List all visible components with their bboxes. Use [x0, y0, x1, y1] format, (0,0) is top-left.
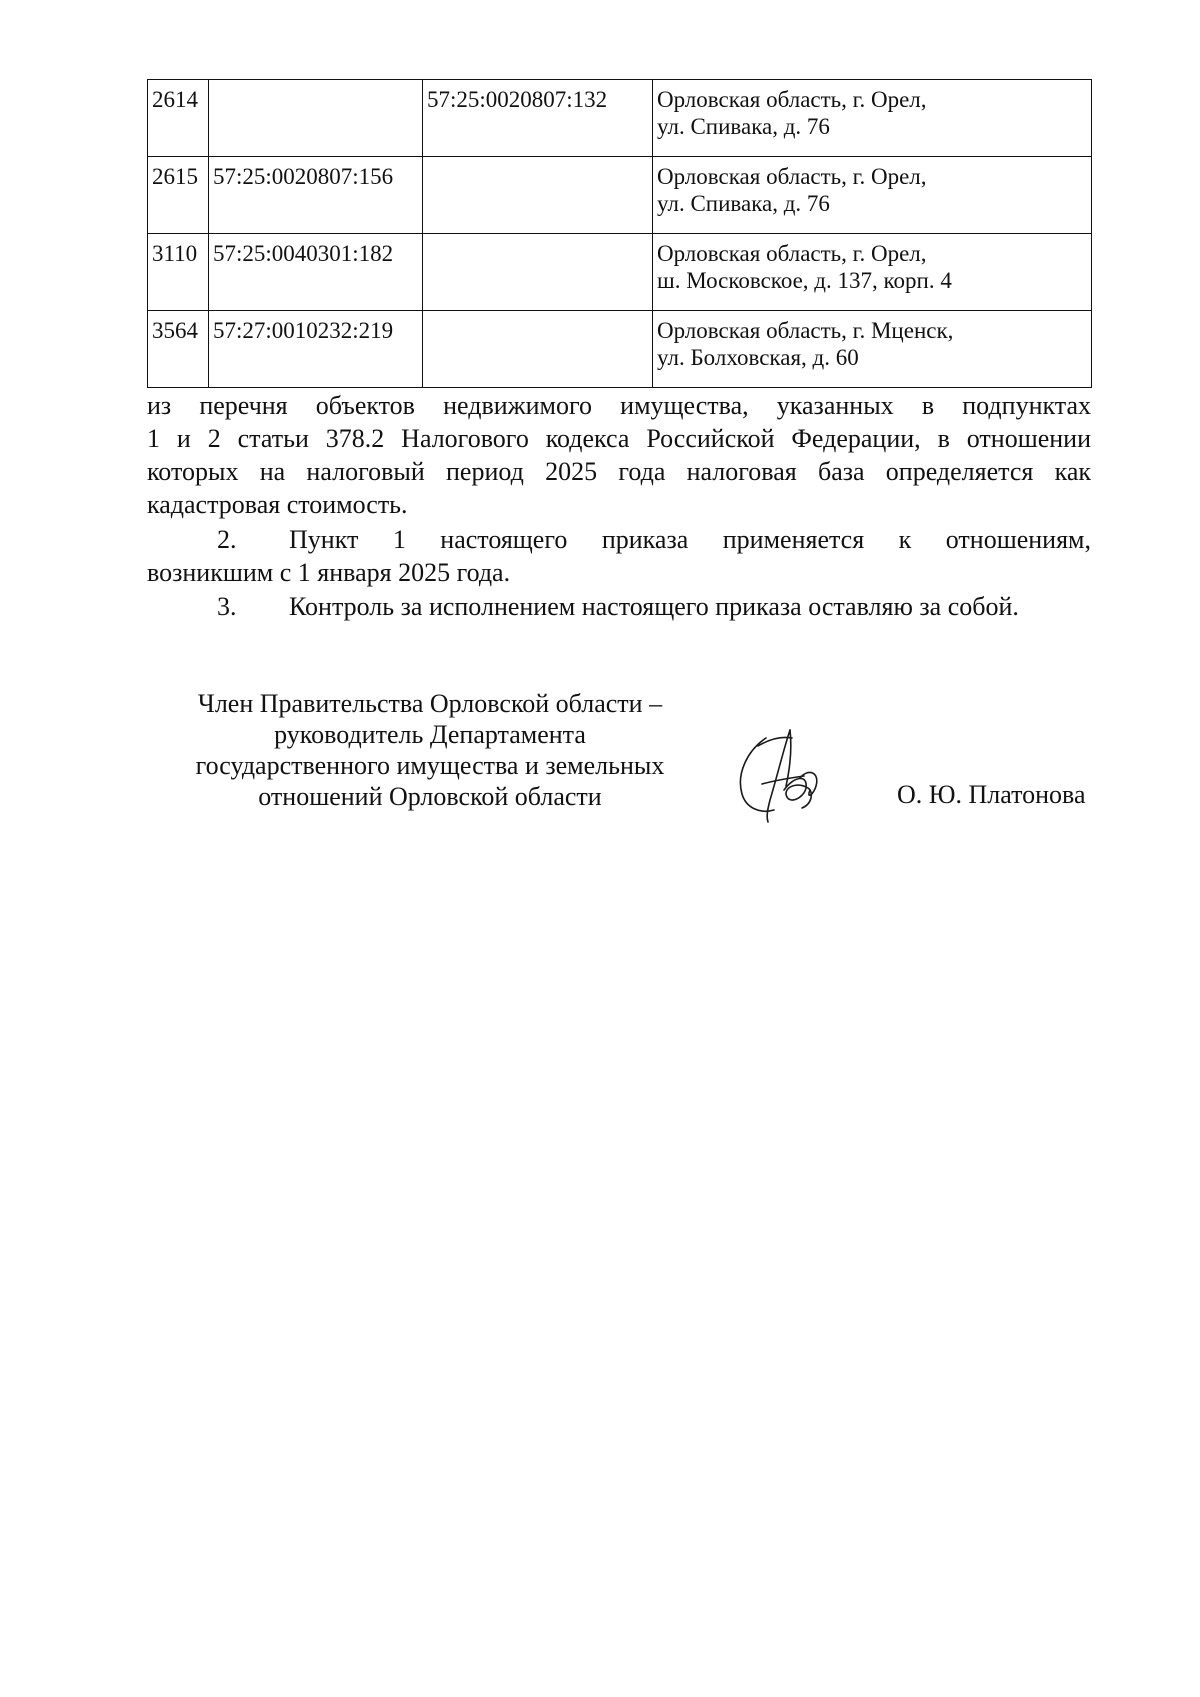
paragraph-line: кадастровая стоимость. [147, 490, 408, 519]
item-text-line: Контроль за исполнением настоящего приказа оставляю за собой. [289, 592, 1019, 621]
item-text-line: возникшим с 1 января 2025 года. [147, 558, 511, 587]
cadastral-number-1: 57:25:0020807:156 [209, 157, 423, 234]
table-row [148, 311, 1092, 388]
paragraph-line: которых на налоговый период 2025 года налоговая база определяется как [147, 457, 1091, 486]
address-cell [653, 311, 1092, 388]
row-number: 3110 [148, 234, 209, 311]
address-cell [653, 80, 1092, 157]
address-line-1: Орловская область, г. Мценск, [657, 318, 954, 343]
cadastral-number-1 [209, 80, 423, 157]
signatory-position [160, 688, 700, 812]
handwritten-signature-icon [728, 728, 848, 828]
position-line: государственного имущества и земельных [195, 751, 665, 780]
paragraph-line: 1 и 2 статьи 378.2 Налогового кодекса Российской Федерации, в отношении [147, 424, 1091, 453]
objects-table [147, 79, 1092, 388]
table-row [148, 80, 1092, 157]
address-line-2: ул. Спивака, д. 76 [657, 191, 830, 216]
item-text-line: Пункт 1 настоящего приказа применяется к отношениям, [289, 525, 1091, 554]
item-number: 2. [217, 525, 237, 554]
cadastral-number-2 [423, 157, 653, 234]
list-item-3 [147, 590, 1091, 623]
row-number: 2615 [148, 157, 209, 234]
cadastral-number-2: 57:25:0020807:132 [423, 80, 653, 157]
item-number: 3. [217, 592, 237, 621]
address-line-2: ш. Московское, д. 137, корп. 4 [657, 268, 952, 293]
list-item-2 [147, 523, 1091, 589]
paragraph-continuation [147, 389, 1091, 521]
row-number: 2614 [148, 80, 209, 157]
position-line: Член Правительства Орловской области – [197, 689, 663, 718]
position-line: отношений Орловской области [258, 782, 602, 811]
table-row [148, 234, 1092, 311]
cadastral-number-2 [423, 234, 653, 311]
address-cell [653, 157, 1092, 234]
address-line-2: ул. Болховская, д. 60 [657, 345, 859, 370]
address-line-1: Орловская область, г. Орел, [657, 87, 927, 112]
address-line-1: Орловская область, г. Орел, [657, 241, 927, 266]
signatory-name: О. Ю. Платонова [897, 780, 1086, 809]
address-cell [653, 234, 1092, 311]
paragraph-line: из перечня объектов недвижимого имущества, указанных в подпунктах [147, 391, 1091, 420]
cadastral-number-2 [423, 311, 653, 388]
cadastral-number-1: 57:27:0010232:219 [209, 311, 423, 388]
address-line-1: Орловская область, г. Орел, [657, 164, 927, 189]
row-number: 3564 [148, 311, 209, 388]
table-row [148, 157, 1092, 234]
position-line: руководитель Департамента [274, 720, 586, 749]
cadastral-number-1: 57:25:0040301:182 [209, 234, 423, 311]
address-line-2: ул. Спивака, д. 76 [657, 114, 830, 139]
